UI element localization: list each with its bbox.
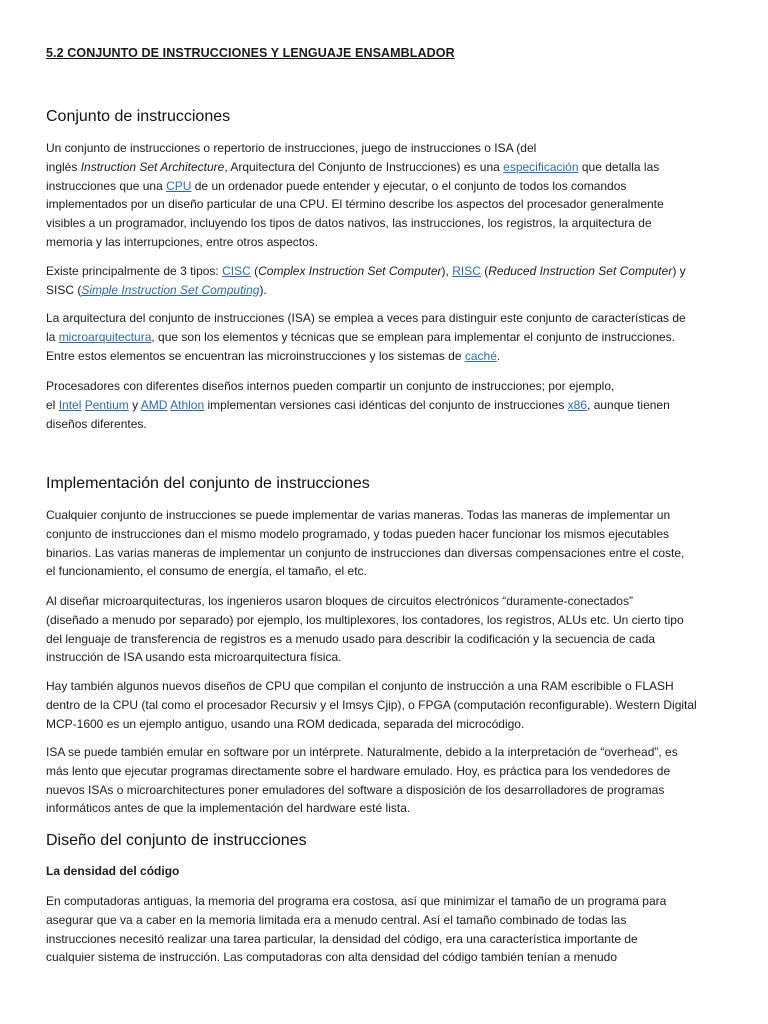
text-span: ). bbox=[259, 282, 267, 297]
text-line: memoria y las interrupciones, entre otros aspectos. bbox=[46, 234, 319, 249]
text-italic: Instruction Set Architecture bbox=[80, 159, 225, 174]
text-italic: Simple Instruction Set Computing bbox=[81, 282, 260, 297]
text-span: instrucciones que una bbox=[46, 178, 167, 193]
text-line: Procesadores con diferentes diseños internos pueden compartir un conjunto de instrucciones; por ejemplo, bbox=[46, 379, 615, 393]
text-line: diseños diferentes. bbox=[46, 416, 147, 431]
text-line bbox=[46, 177, 726, 196]
link-intel[interactable]: Intel bbox=[58, 397, 82, 412]
text-span: . bbox=[496, 348, 501, 363]
text-line bbox=[46, 347, 726, 366]
link-x86[interactable]: x86 bbox=[567, 397, 588, 412]
heading-conjunto: Conjunto de instrucciones bbox=[46, 108, 231, 125]
text-line: Al diseñar microarquitecturas, los ingenieros usaron bloques de circuitos electrónicos “duramente-conectados” bbox=[46, 594, 633, 608]
text-span: de un ordenador puede entender y ejecutar, o el conjunto de todos los comandos bbox=[191, 178, 627, 193]
paragraph-conjunto-4 bbox=[46, 377, 726, 433]
link-sisc[interactable] bbox=[81, 283, 259, 297]
text-line: visibles a un programador, incluyendo los tipos de datos nativos, las instrucciones, los registros, la arquitectura de bbox=[46, 216, 652, 231]
text-span: , aunque tienen bbox=[587, 397, 670, 412]
paragraph-conjunto-3 bbox=[46, 309, 726, 365]
paragraph-implementacion-4 bbox=[46, 743, 726, 818]
link-athlon[interactable]: Athlon bbox=[170, 397, 205, 412]
link-cisc[interactable]: CISC bbox=[222, 264, 251, 278]
text-line: instrucción de ISA usando esta microarquitectura física. bbox=[46, 650, 342, 665]
link-microarquitectura[interactable]: microarquitectura bbox=[58, 329, 152, 344]
text-italic: Complex Instruction Set Computer bbox=[258, 264, 442, 278]
text-line: (diseñado a menudo por separado) por ejemplo, los multiplexores, los contadores, los registros, ALUs etc. Un cierto tipo bbox=[46, 612, 684, 627]
text-line: más lento que ejecutar programas directamente sobre el hardware emulado. Hoy, es práctica para los vendedores de bbox=[46, 763, 671, 778]
heading-implementacion: Implementación del conjunto de instrucciones bbox=[46, 475, 370, 492]
text-span: ( bbox=[250, 264, 259, 278]
text-line: informáticos antes de que la implementación del hardware esté lista. bbox=[46, 801, 411, 816]
text-line: En computadoras antiguas, la memoria del programa era costosa, así que minimizar el tamaño de un programa para bbox=[46, 894, 667, 908]
text-line: conjunto de instrucciones dan el mismo modelo programado, y todas pueden hacer funcionar los mismos ejecutables bbox=[46, 526, 670, 541]
text-line: cualquier sistema de instrucción. Las computadoras con alta densidad del código también tenían a menudo bbox=[46, 950, 618, 965]
text-span: el bbox=[46, 397, 59, 412]
text-span: la bbox=[46, 329, 59, 344]
heading-diseno: Diseño del conjunto de instrucciones bbox=[46, 832, 307, 849]
text-span: inglés bbox=[46, 159, 81, 174]
text-span: Existe principalmente de 3 tipos: bbox=[46, 264, 223, 278]
text-span: Entre estos elementos se encuentran las microinstrucciones y los sistemas de bbox=[46, 348, 465, 363]
text-line: instrucciones necesitó realizar una tarea particular, la densidad del código, era una característica importante de bbox=[46, 931, 638, 946]
text-line: Hay también algunos nuevos diseños de CPU que compilan el conjunto de instrucción a una RAM escribible o FLASH bbox=[46, 679, 674, 693]
paragraph-implementacion-3 bbox=[46, 677, 726, 733]
text-line: Un conjunto de instrucciones o repertorio de instrucciones, juego de instrucciones o ISA (del bbox=[46, 141, 537, 155]
text-line: asegurar que va a caber en la memoria limitada era a menudo central. Así el tamaño combinado de todas las bbox=[46, 912, 627, 927]
text-span: SISC ( bbox=[46, 282, 82, 297]
link-cpu[interactable]: CPU bbox=[166, 178, 192, 193]
text-line bbox=[46, 158, 726, 177]
text-span: , que son los elementos y técnicas que se emplean para implementar el conjunto de instrucciones. bbox=[151, 329, 676, 344]
text-span: ( bbox=[480, 264, 489, 278]
paragraph-implementacion-2 bbox=[46, 592, 726, 667]
text-line: nuevos ISAs o microarchitectures poner emuladores del software a disposición de los desarrolladores de programas bbox=[46, 782, 665, 797]
text-line: del lenguaje de transferencia de registros es a menudo usado para describir la codificación y la secuencia de cada bbox=[46, 631, 656, 646]
text-line: implementados por un diseño particular de una CPU. El término describe los aspectos del procesador generalmente bbox=[46, 197, 664, 212]
text-line: ISA se puede también emular en software por un intérprete. Naturalmente, debido a la interpretación de “overhead”, es bbox=[46, 745, 678, 759]
document-title: 5.2 CONJUNTO DE INSTRUCCIONES Y LENGUAJE ENSAMBLADOR bbox=[46, 46, 455, 60]
text-line: binarios. Las varias maneras de implementar un conjunto de instrucciones dan diversas compensaciones entre el coste, bbox=[46, 545, 685, 560]
link-pentium[interactable]: Pentium bbox=[84, 397, 129, 412]
text-line: el funcionamiento, el consumo de energía, el tamaño, el etc. bbox=[46, 564, 367, 579]
text-span: y bbox=[128, 397, 141, 412]
paragraph-conjunto-1 bbox=[46, 139, 726, 252]
text-span: , Arquitectura del Conjunto de Instrucciones) es una bbox=[224, 159, 504, 174]
text-span: ) y bbox=[672, 264, 686, 278]
text-line: dentro de la CPU (tal como el procesador Recursiv y el Imsys Cjip), o FPGA (computación reconfigurable). Western Digital bbox=[46, 697, 697, 712]
link-risc[interactable]: RISC bbox=[452, 264, 481, 278]
paragraph-diseno-1 bbox=[46, 892, 726, 967]
text-line: Cualquier conjunto de instrucciones se puede implementar de varias maneras. Todas las maneras de implementar un bbox=[46, 508, 671, 522]
link-especificacion[interactable]: especificación bbox=[503, 159, 579, 174]
text-line bbox=[46, 281, 726, 300]
link-cache[interactable]: caché bbox=[464, 348, 497, 363]
text-line: MCP-1600 es un ejemplo antiguo, usando una ROM dedicada, separada del microcódigo. bbox=[46, 716, 525, 731]
text-span: que detalla las bbox=[578, 159, 660, 174]
text-line: La arquitectura del conjunto de instrucciones (ISA) se emplea a veces para distinguir este conjunto de características de bbox=[46, 311, 686, 325]
subheading-densidad: La densidad del código bbox=[46, 864, 180, 878]
text-italic: Reduced Instruction Set Computer bbox=[488, 264, 673, 278]
text-line bbox=[46, 262, 726, 281]
text-span: ), bbox=[441, 264, 453, 278]
text-span: implementan versiones casi idénticas del conjunto de instrucciones bbox=[204, 397, 568, 412]
paragraph-implementacion-1 bbox=[46, 506, 726, 581]
text-line bbox=[46, 328, 726, 347]
text-line bbox=[46, 396, 726, 415]
paragraph-conjunto-2 bbox=[46, 262, 726, 300]
link-amd[interactable]: AMD bbox=[140, 397, 168, 412]
